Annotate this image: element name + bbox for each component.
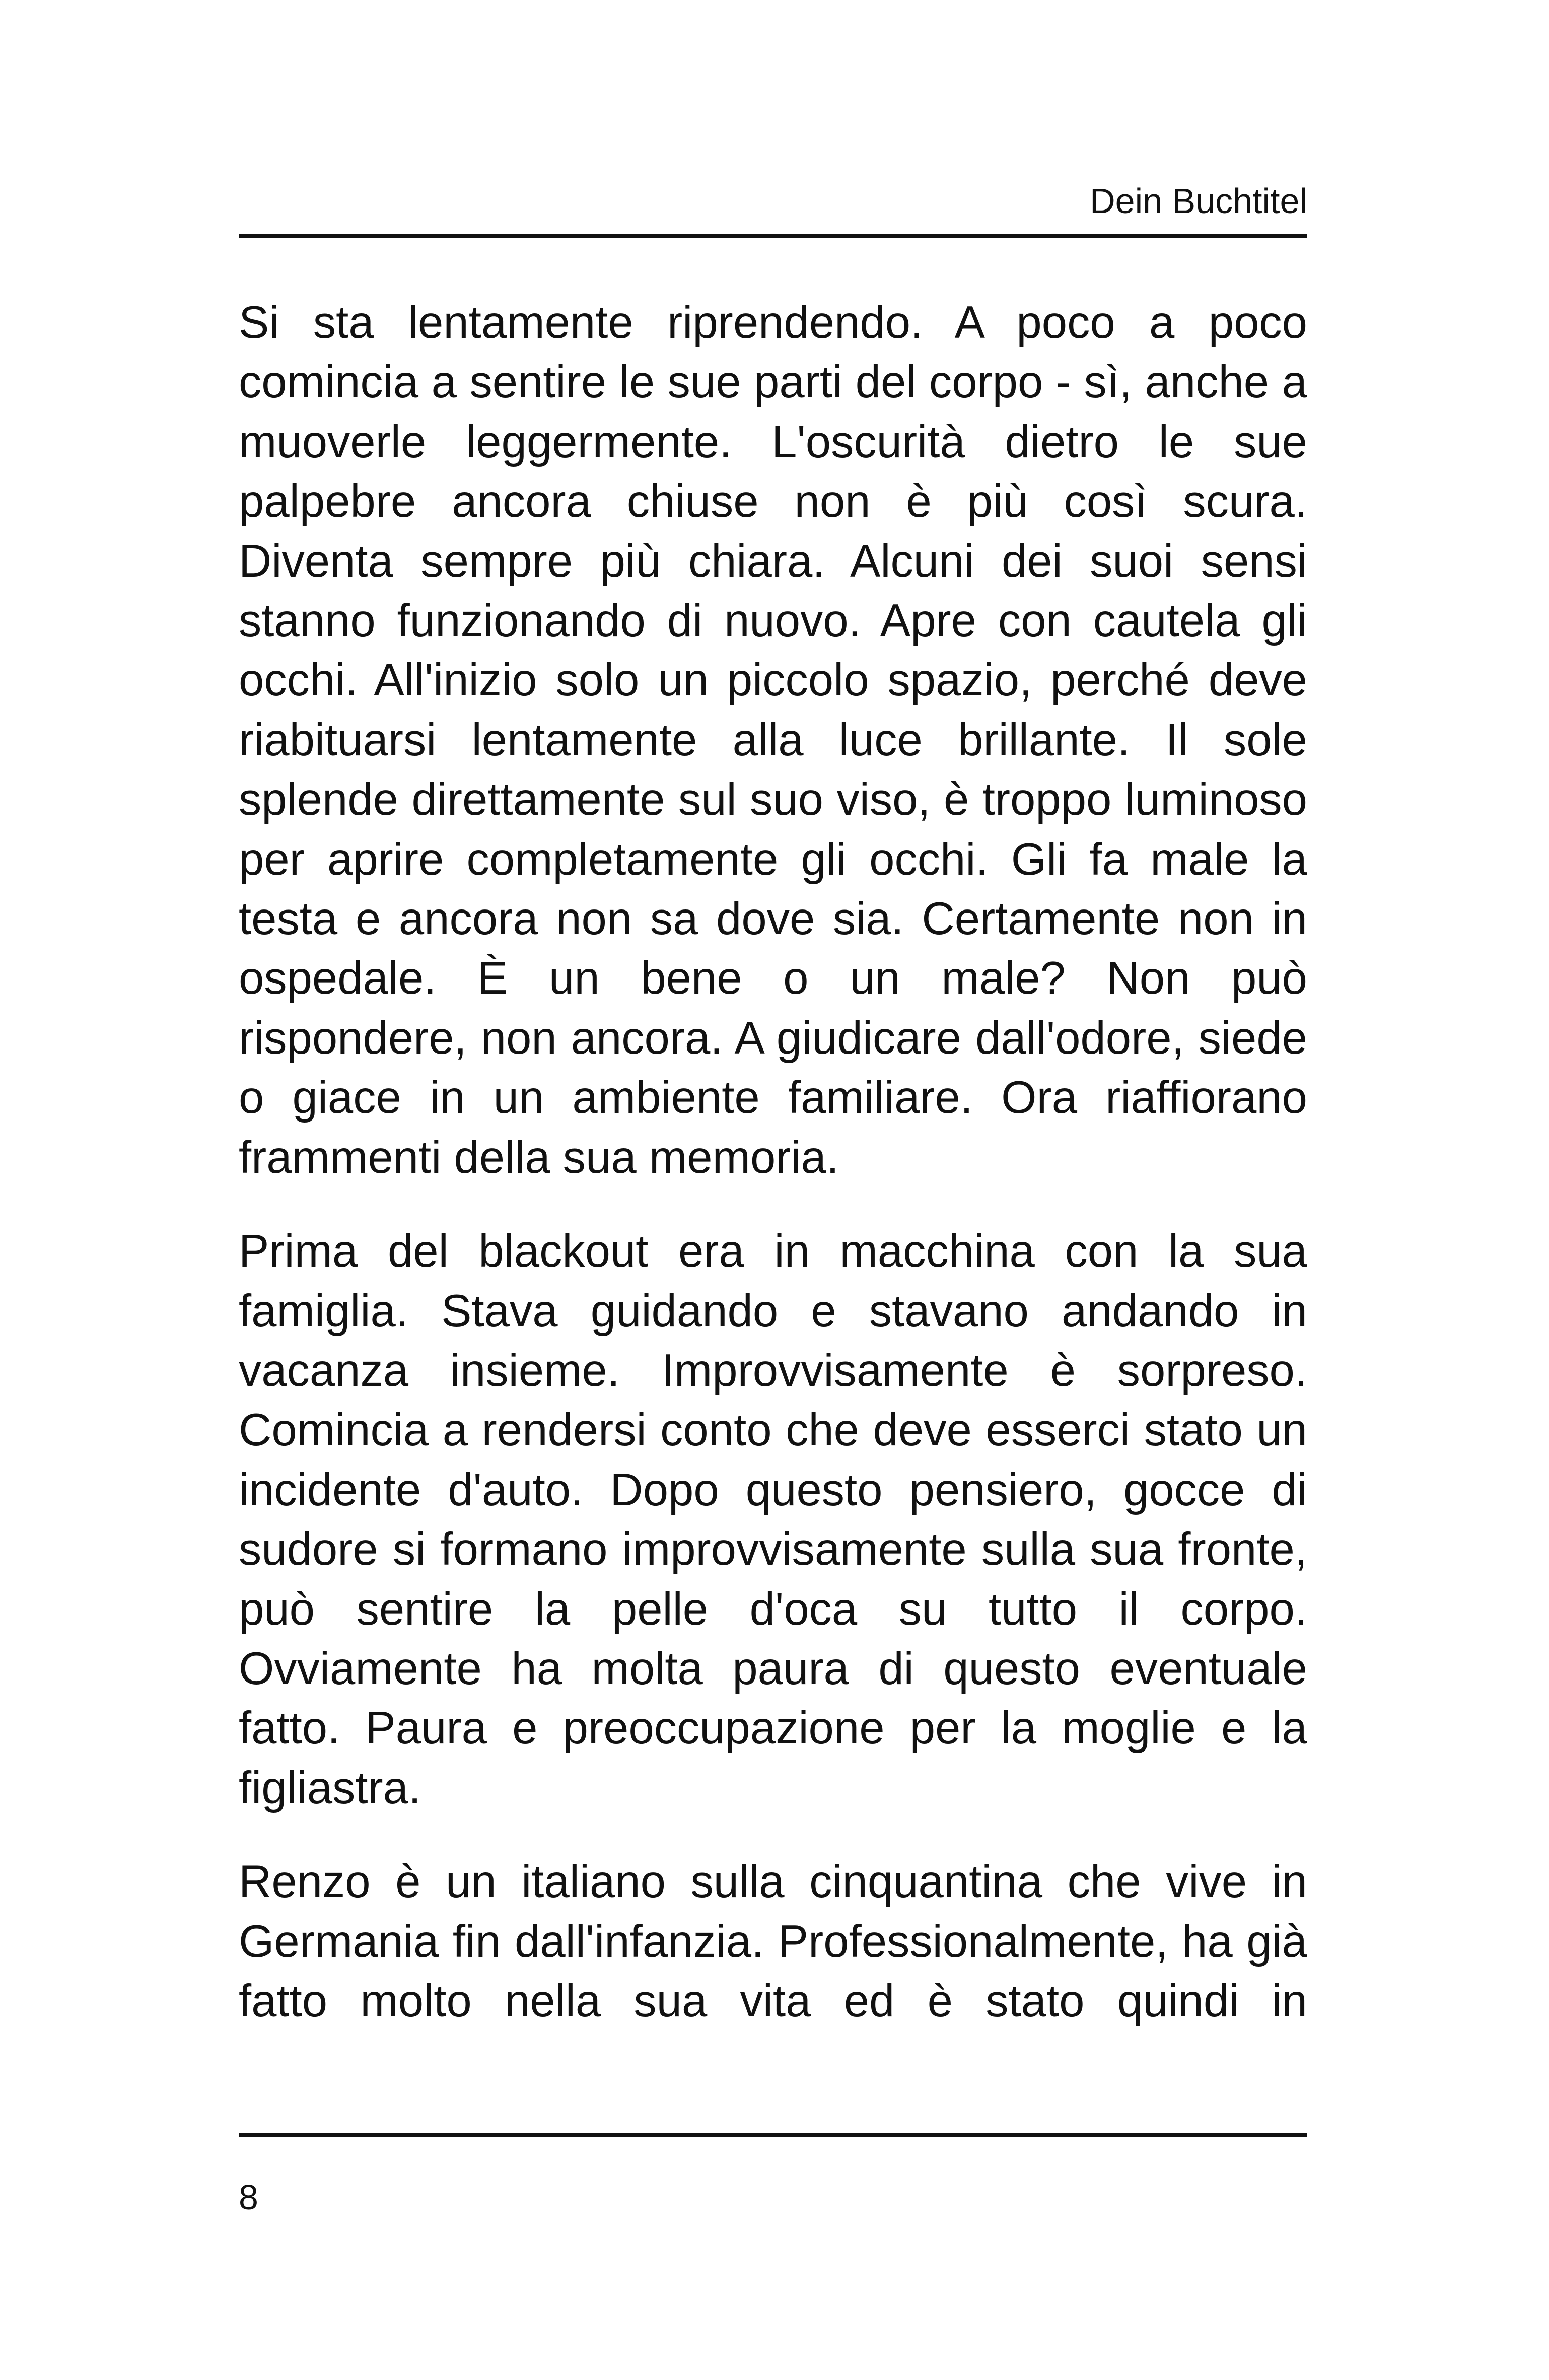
running-header-title: Dein Buchtitel [1090, 181, 1307, 221]
page-body [239, 293, 1307, 2116]
body-paragraph: Si sta lentamente riprendendo. A poco a poco comincia a sentire le sue parti del corpo - sì, anche a muoverle leggermente. L'oscurità dietro le sue palpebre ancora chiuse non è più così scura. Diventa sempre più chiara. Alcuni dei suoi sensi stanno funzionando di nuovo. Apre con cautela gli occhi. All'inizio solo un piccolo spazio, perché deve riabituarsi lentamente alla luce brillante. Il sole splende direttamente sul suo viso, è troppo luminoso per aprire completamente gli occhi. Gli fa male la testa e ancora non sa dove sia. Certamente non in ospedale. È un bene o un male? Non può rispondere, non ancora. A giudicare dall'odore, siede o giace in un ambiente familiare. Ora riaffiorano frammenti della sua memoria. [239, 297, 1307, 1183]
footer-rule [239, 2133, 1307, 2137]
page-number: 8 [239, 2178, 258, 2217]
body-paragraph: Renzo è un italiano sulla cinquantina che vive in Germania fin dall'infanzia. Professionalmente, ha già fatto molto nella sua vita ed è stato quindi in [239, 1856, 1307, 2026]
body-paragraph: Prima del blackout era in macchina con la sua famiglia. Stava guidando e stavano andando in vacanza insieme. Improvvisamente è sorpreso. Comincia a rendersi conto che deve esserci stato un incidente d'auto. Dopo questo pensiero, gocce di sudore si formano improvvisamente sulla sua fronte, può sentire la pelle d'oca su tutto il corpo. Ovviamente ha molta paura di questo eventuale fatto. Paura e preoccupazione per la moglie e la figliastra. [239, 1226, 1307, 1813]
header-rule [239, 234, 1307, 238]
